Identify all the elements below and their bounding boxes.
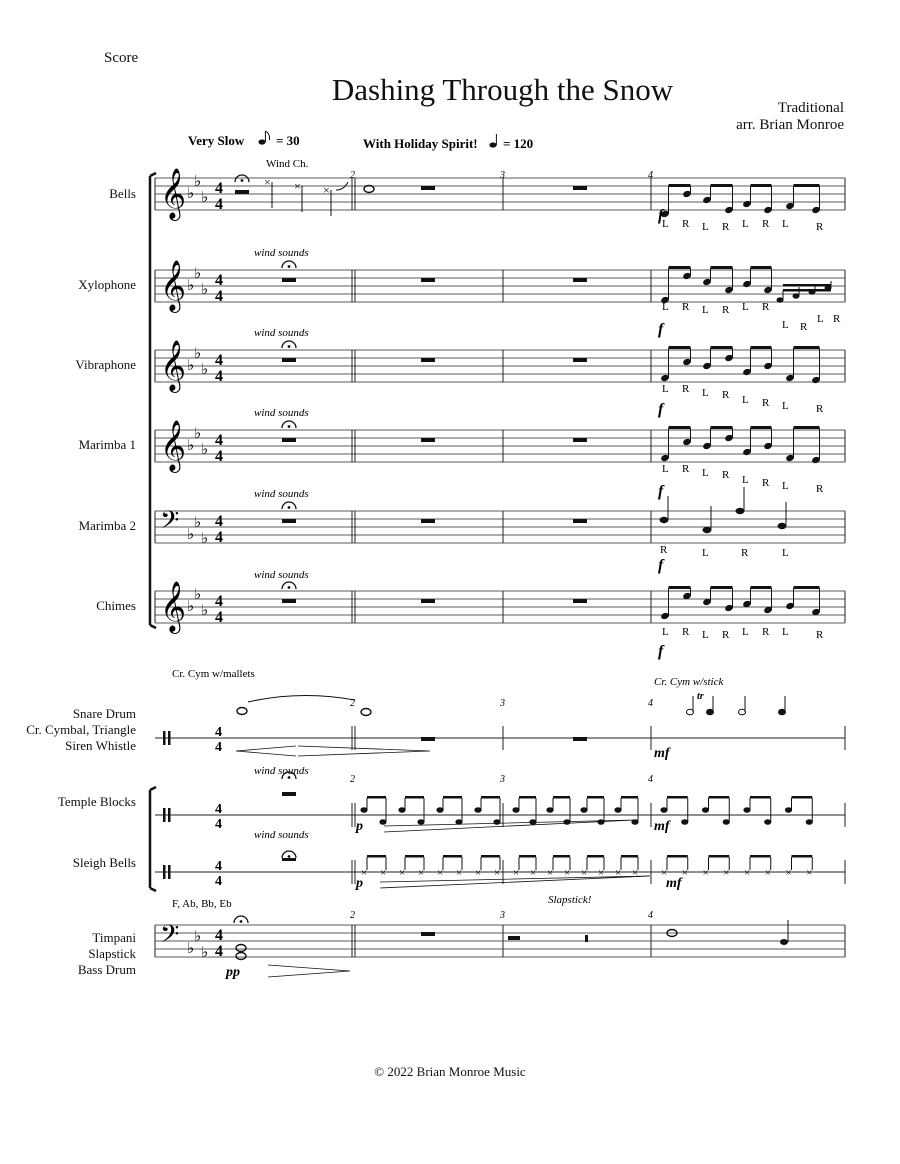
trill-mark: tr	[697, 691, 704, 702]
notehead	[703, 527, 712, 533]
whole-rest-icon	[282, 792, 296, 796]
notation-marks	[234, 175, 832, 977]
whole-rest-icon	[421, 932, 435, 936]
time-signature: 4	[215, 943, 223, 960]
whole-rest-icon	[421, 519, 435, 523]
whole-rest-icon	[573, 519, 587, 523]
notehead	[778, 523, 787, 529]
sticking-xylophone: L	[782, 319, 789, 331]
time-signature: 4	[215, 859, 222, 874]
whole-rest-icon	[282, 599, 296, 603]
quarter-note-icon	[489, 134, 496, 148]
sticking-xylophone: L	[742, 301, 749, 313]
time-signature: 4	[215, 448, 223, 465]
score-label: Score	[104, 50, 139, 66]
measure-number-4-temple: 4	[648, 774, 653, 785]
x-notehead-icon: ×	[475, 867, 482, 879]
sticking-chimes: L	[782, 626, 789, 638]
percussion-clef-icon	[168, 731, 171, 745]
sticking-chimes: L	[662, 626, 669, 638]
sticking-marimba1: L	[742, 474, 749, 486]
whole-rest-icon	[421, 186, 435, 190]
sticking-bells: R	[682, 218, 690, 230]
beam	[709, 796, 730, 799]
x-notehead-icon: ×	[661, 867, 668, 879]
beam	[519, 796, 536, 799]
fermata-dot	[288, 586, 291, 589]
time-signature: 4	[215, 874, 222, 889]
decrescendo-hairpin	[268, 965, 350, 977]
time-signature: 4	[215, 593, 223, 610]
whole-rest-icon	[282, 858, 296, 861]
sticking-vibraphone: L	[702, 387, 709, 399]
beam	[792, 855, 813, 858]
beam	[667, 855, 688, 858]
whole-rest-icon	[282, 358, 296, 362]
beam	[669, 586, 691, 589]
beam	[751, 184, 772, 187]
flat-icon: ♭	[194, 515, 202, 531]
whole-note-icon	[236, 945, 246, 952]
percussion-clef-icon	[168, 808, 171, 822]
dynamic-p-sleigh: p	[356, 876, 363, 891]
measure-number-3-temple: 3	[500, 774, 505, 785]
flat-icon: ♭	[187, 941, 195, 957]
composer-traditional: Traditional	[777, 100, 844, 116]
sticking-xylophone: R	[682, 301, 690, 313]
x-notehead-icon: ×	[723, 867, 730, 879]
x-notehead-icon: ×	[456, 867, 463, 879]
flat-icon: ♭	[201, 190, 209, 206]
wind-sounds-marimba-2: wind sounds	[254, 488, 309, 500]
beam	[667, 796, 688, 799]
beam	[367, 855, 386, 858]
fermata-dot	[240, 920, 243, 923]
system-bracket	[150, 173, 156, 628]
beam	[481, 855, 500, 858]
x-notehead-icon: ×	[264, 175, 271, 189]
instrument-snare-drum: Snare Drum	[72, 706, 136, 721]
sticking-chimes: R	[682, 626, 690, 638]
beam	[711, 586, 733, 589]
dynamic-forte-bells: f	[658, 207, 664, 224]
fermata-dot	[288, 265, 291, 268]
notehead	[739, 709, 746, 715]
flat-icon: ♭	[201, 442, 209, 458]
beam	[519, 855, 536, 858]
flat-icon: ♭	[187, 358, 195, 374]
wind-chimes-label: Wind Ch.	[266, 158, 309, 170]
x-notehead-icon: ×	[764, 867, 771, 879]
measure-number-4-timp: 4	[648, 910, 653, 921]
measure-number-2: 2	[350, 170, 355, 181]
treble-clef-icon: 𝄞	[160, 582, 187, 631]
x-notehead-icon: ×	[547, 867, 554, 879]
tie	[248, 695, 355, 702]
measure-number-2-temple: 2	[350, 774, 355, 785]
tempo-value-30: = 30	[276, 133, 300, 148]
notehead	[660, 517, 669, 523]
measure-number-3-timp: 3	[500, 910, 505, 921]
beam	[794, 426, 820, 429]
beam	[783, 284, 831, 287]
measure-number-4: 4	[648, 170, 653, 181]
half-note-icon	[361, 709, 371, 716]
beam	[711, 426, 733, 429]
sticking-marimba1: R	[682, 463, 690, 475]
cymbal-mallets-label: Cr. Cym w/mallets	[172, 668, 255, 680]
whole-rest-icon	[573, 186, 587, 190]
instrument-chimes: Chimes	[96, 598, 136, 613]
beam	[587, 796, 604, 799]
percussion-clef-icon	[163, 808, 166, 822]
whole-rest-icon	[235, 190, 249, 194]
flat-icon: ♭	[194, 426, 202, 442]
whole-rest-icon	[282, 278, 296, 282]
whole-rest-icon	[282, 519, 296, 523]
x-notehead-icon: ×	[598, 867, 605, 879]
x-notehead-icon: ×	[361, 867, 368, 879]
beam	[553, 855, 570, 858]
time-signature: 4	[215, 529, 223, 546]
sticking-vibraphone: R	[682, 383, 690, 395]
whole-note-icon	[237, 708, 247, 715]
x-notehead-icon: ×	[437, 867, 444, 879]
sticking-marimba2: R	[660, 544, 668, 556]
notehead	[687, 709, 694, 715]
treble-clef-icon: 𝄞	[160, 169, 187, 218]
dynamic-mf-temple: mf	[654, 819, 670, 834]
dynamic-forte-vibraphone: f	[658, 401, 664, 418]
percussion-bracket	[150, 787, 156, 891]
whole-rest-icon	[421, 278, 435, 282]
time-signature: 4	[215, 288, 223, 305]
whole-rest-icon	[573, 278, 587, 282]
notehead	[780, 939, 788, 945]
sticking-bells: R	[816, 221, 824, 233]
sticking-xylophone: L	[662, 301, 669, 313]
percussion-clef-icon	[163, 731, 166, 745]
flat-icon: ♭	[194, 266, 202, 282]
x-notehead-icon: ×	[294, 179, 301, 193]
beam	[367, 796, 386, 799]
fermata-dot	[288, 425, 291, 428]
whole-note-icon	[236, 953, 246, 960]
beam	[711, 266, 733, 269]
beam	[587, 855, 604, 858]
crescendo-hairpin	[236, 746, 296, 756]
sticking-bells: L	[662, 218, 669, 230]
sticking-chimes: L	[702, 629, 709, 641]
instrument-sleigh-bells: Sleigh Bells	[72, 855, 136, 870]
time-signature: 4	[215, 180, 223, 197]
sticking-bells: L	[782, 218, 789, 230]
beam	[792, 796, 813, 799]
page-title: Dashing Through the Snow	[331, 72, 674, 107]
x-notehead-icon: ×	[744, 867, 751, 879]
time-signature: 4	[215, 817, 222, 832]
dynamic-forte-chimes: f	[658, 643, 664, 660]
staff-group	[150, 169, 845, 961]
sticking-vibraphone: L	[782, 400, 789, 412]
beam	[621, 796, 638, 799]
sticking-marimba1: R	[722, 469, 730, 481]
sticking-marimba1: R	[762, 477, 770, 489]
beam	[751, 426, 772, 429]
whole-rest-icon	[282, 438, 296, 442]
wind-sounds-vibraphone: wind sounds	[254, 327, 309, 339]
measure-number-4-snare: 4	[648, 698, 653, 709]
time-signature: 4	[215, 725, 222, 740]
beam	[443, 855, 462, 858]
sticking-vibraphone: R	[722, 389, 730, 401]
time-signature: 4	[215, 272, 223, 289]
sticking-vibraphone: R	[762, 397, 770, 409]
x-notehead-icon: ×	[632, 867, 639, 879]
sticking-marimba1: L	[702, 467, 709, 479]
measure-number-2-snare: 2	[350, 698, 355, 709]
sticking-vibraphone: R	[816, 403, 824, 415]
copyright-footer: © 2022 Brian Monroe Music	[374, 1064, 526, 1079]
instrument-marimba-2: Marimba 2	[78, 518, 136, 533]
x-notehead-icon: ×	[615, 867, 622, 879]
sticking-marimba2: L	[782, 547, 789, 559]
flat-icon: ♭	[187, 186, 195, 202]
time-signature: 4	[215, 352, 223, 369]
sticking-vibraphone: L	[662, 383, 669, 395]
beam	[751, 266, 772, 269]
x-notehead-icon: ×	[681, 867, 688, 879]
measure-number-3: 3	[500, 170, 505, 181]
wind-sounds-chimes: wind sounds	[254, 569, 309, 581]
sticking-marimba2: R	[741, 547, 749, 559]
instrument-bass-drum: Bass Drum	[77, 962, 136, 977]
slapstick-label: Slapstick!	[548, 894, 592, 906]
flat-icon: ♭	[201, 945, 209, 961]
tempo-value-120: = 120	[503, 136, 534, 151]
measure-number-3-snare: 3	[500, 698, 505, 709]
notehead	[793, 293, 800, 298]
time-signature: 4	[215, 196, 223, 213]
whole-rest-icon	[573, 737, 587, 741]
beam	[669, 346, 691, 349]
whole-note-icon	[364, 186, 374, 193]
dynamic-forte-marimba-2: f	[658, 557, 664, 574]
dynamic-mf-snare: mf	[654, 746, 670, 761]
beam	[711, 346, 733, 349]
instrument-temple-blocks: Temple Blocks	[57, 794, 136, 809]
sticking-chimes: L	[742, 626, 749, 638]
tempo-holiday-spirit: With Holiday Spirit!	[363, 136, 478, 151]
beam	[669, 184, 691, 187]
sticking-chimes: R	[816, 629, 824, 641]
beam	[783, 289, 831, 292]
instrument-marimba-1: Marimba 1	[78, 437, 136, 452]
x-notehead-icon: ×	[494, 867, 501, 879]
beam	[669, 266, 691, 269]
sticking-xylophone: R	[833, 313, 841, 325]
sticking-marimba1: L	[662, 463, 669, 475]
beam	[750, 796, 771, 799]
beam	[751, 346, 772, 349]
beam	[553, 796, 570, 799]
dynamic-p-temple: p	[356, 819, 363, 834]
beam	[443, 796, 462, 799]
wind-sounds-sleigh: wind sounds	[254, 829, 309, 841]
beam	[794, 184, 820, 187]
notehead	[707, 709, 714, 715]
x-notehead-icon: ×	[564, 867, 571, 879]
sticking-bells: R	[722, 221, 730, 233]
sticking-marimba1: R	[816, 483, 824, 495]
beam	[751, 586, 772, 589]
whole-rest-icon	[421, 438, 435, 442]
instrument-timpani: Timpani	[92, 930, 136, 945]
cymbal-stick-label: Cr. Cym w/stick	[654, 676, 724, 688]
flat-icon: ♭	[201, 362, 209, 378]
quarter-rest-icon	[585, 935, 588, 942]
sticking-xylophone: R	[800, 321, 808, 333]
wind-sounds-xylophone: wind sounds	[254, 247, 309, 259]
dynamic-forte-xylophone: f	[658, 321, 664, 338]
flat-icon: ♭	[187, 599, 195, 615]
instrument-siren-whistle: Siren Whistle	[65, 738, 136, 753]
flat-icon: ♭	[194, 174, 202, 190]
flat-icon: ♭	[201, 282, 209, 298]
dynamic-pp-timpani: pp	[226, 965, 240, 980]
x-notehead-icon: ×	[380, 867, 387, 879]
flat-icon: ♭	[187, 278, 195, 294]
x-notehead-icon: ×	[702, 867, 709, 879]
wind-sounds-temple: wind sounds	[254, 765, 309, 777]
time-signature: 4	[215, 609, 223, 626]
whole-rest-icon	[573, 358, 587, 362]
wind-sounds-marimba-1: wind sounds	[254, 407, 309, 419]
percussion-clef-icon	[168, 865, 171, 879]
instrument-bells: Bells	[109, 186, 136, 201]
sticking-xylophone: L	[702, 304, 709, 316]
decrescendo-hairpin	[298, 746, 430, 756]
x-notehead-icon: ×	[530, 867, 537, 879]
flat-icon: ♭	[201, 603, 209, 619]
flat-icon: ♭	[201, 531, 209, 547]
x-notehead-icon: ×	[581, 867, 588, 879]
sticking-bells: R	[762, 218, 770, 230]
whole-rest-icon	[573, 438, 587, 442]
instrument-slapstick: Slapstick	[88, 946, 136, 961]
flat-icon: ♭	[194, 929, 202, 945]
whole-rest-icon	[421, 599, 435, 603]
sticking-marimba2: L	[702, 547, 709, 559]
x-notehead-icon: ×	[785, 867, 792, 879]
flat-icon: ♭	[187, 438, 195, 454]
fermata-dot	[288, 345, 291, 348]
flat-icon: ♭	[194, 346, 202, 362]
bass-clef-icon: 𝄢	[160, 507, 180, 540]
notehead	[779, 709, 786, 715]
time-signature: 4	[215, 368, 223, 385]
time-signature: 4	[215, 927, 223, 944]
beam	[709, 855, 730, 858]
fermata-dot	[241, 179, 244, 182]
treble-clef-icon: 𝄞	[160, 261, 187, 310]
beam	[405, 796, 424, 799]
sticking-bells: L	[742, 218, 749, 230]
beam	[750, 855, 771, 858]
dynamic-forte-marimba-1: f	[658, 483, 664, 500]
dynamic-mf-sleigh: mf	[666, 876, 682, 891]
flat-icon: ♭	[194, 587, 202, 603]
x-notehead-icon: ×	[806, 867, 813, 879]
beam	[669, 426, 691, 429]
time-signature: 4	[215, 740, 222, 755]
half-rest-icon	[508, 936, 520, 940]
beam	[621, 855, 638, 858]
fermata-dot	[288, 506, 291, 509]
eighth-note-icon	[258, 131, 269, 145]
sticking-xylophone: L	[817, 313, 824, 325]
sticking-bells: L	[702, 221, 709, 233]
instrument-xylophone: Xylophone	[78, 277, 136, 292]
x-notehead-icon: ×	[418, 867, 425, 879]
sticking-xylophone: R	[762, 301, 770, 313]
bass-clef-icon: 𝄢	[160, 921, 180, 954]
sticking-xylophone: R	[722, 304, 730, 316]
time-signature: 4	[215, 432, 223, 449]
sticking-vibraphone: L	[742, 394, 749, 406]
beam	[794, 586, 820, 589]
flat-icon: ♭	[187, 527, 195, 543]
beam	[794, 346, 820, 349]
tempo-very-slow: Very Slow	[188, 133, 245, 148]
whole-rest-icon	[421, 358, 435, 362]
percussion-clef-icon	[163, 865, 166, 879]
arranger: arr. Brian Monroe	[736, 117, 844, 133]
instrument-vibraphone: Vibraphone	[75, 357, 136, 372]
beam	[711, 184, 733, 187]
notehead	[736, 508, 745, 514]
whole-rest-icon	[421, 737, 435, 741]
treble-clef-icon: 𝄞	[160, 421, 187, 470]
treble-clef-icon: 𝄞	[160, 341, 187, 390]
sticking-chimes: R	[722, 629, 730, 641]
sticking-marimba1: L	[782, 480, 789, 492]
x-notehead-icon: ×	[399, 867, 406, 879]
beam	[481, 796, 500, 799]
time-signature: 4	[215, 513, 223, 530]
x-notehead-icon: ×	[323, 183, 330, 197]
timpani-tuning: F, Ab, Bb, Eb	[172, 898, 232, 910]
instrument-cymbal-triangle: Cr. Cymbal, Triangle	[26, 722, 136, 737]
measure-number-2-timp: 2	[350, 910, 355, 921]
time-signature: 4	[215, 802, 222, 817]
beam	[405, 855, 424, 858]
notehead	[777, 297, 784, 302]
sticking-chimes: R	[762, 626, 770, 638]
x-notehead-icon: ×	[513, 867, 520, 879]
whole-rest-icon	[573, 599, 587, 603]
fermata-dot	[288, 855, 291, 858]
